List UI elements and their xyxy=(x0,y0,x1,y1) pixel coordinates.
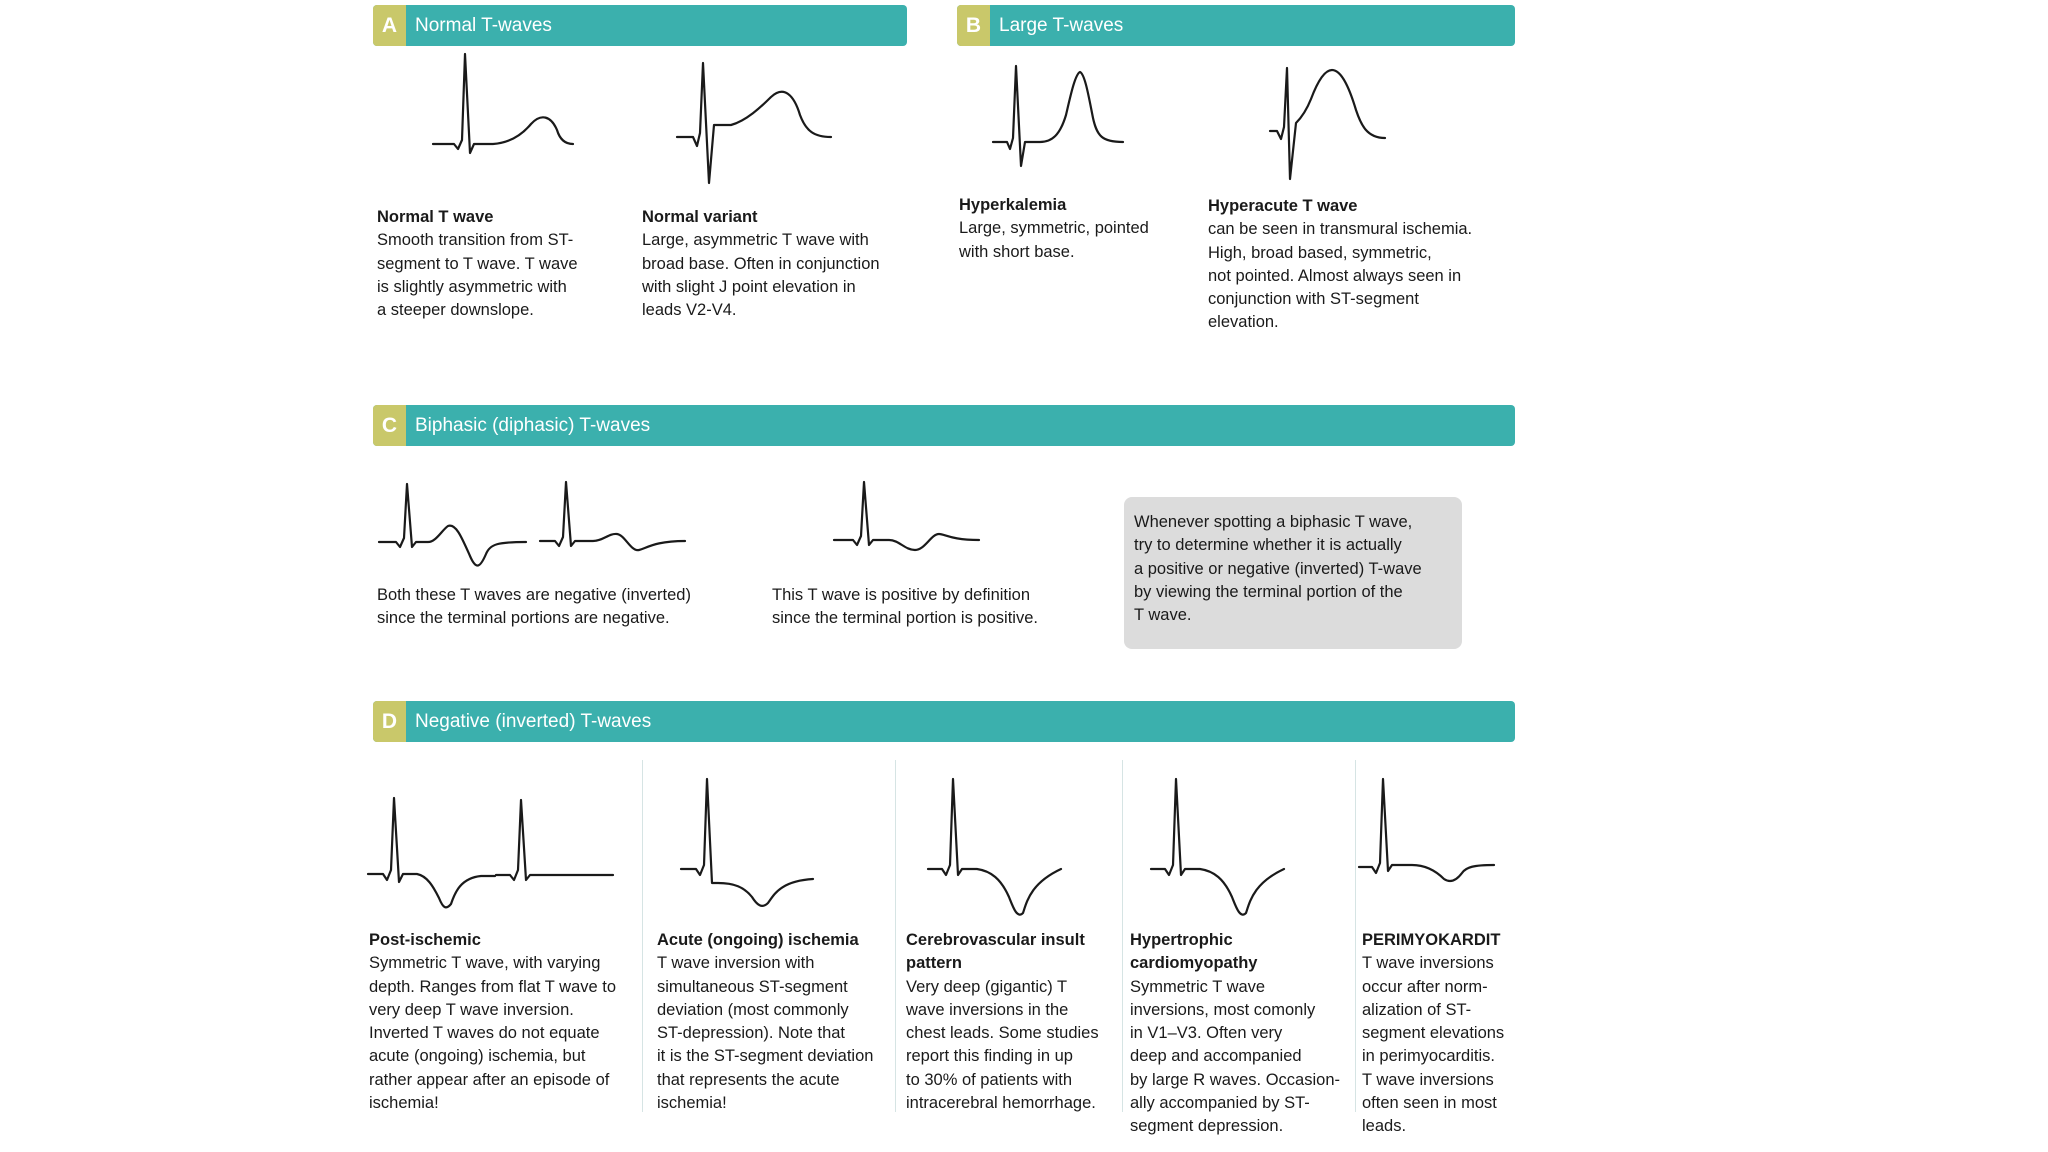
normal-variant-text xyxy=(642,206,880,322)
hyperacute-text xyxy=(1208,195,1472,335)
acute-ischemia-text xyxy=(657,929,873,1115)
normal-variant-trace xyxy=(676,55,836,190)
perimyokardit-description: T wave inversions occur after norm- alization of ST- segment elevations in perimyocarditis. T wave inversions often seen in most leads. xyxy=(1362,954,1505,1136)
hypertrophic-title: Hypertrophic cardiomyopathy xyxy=(1130,931,1258,973)
perimyokardit-trace xyxy=(1356,775,1501,895)
section-d-divider-1 xyxy=(642,760,643,1112)
biphasic-positive-description: This T wave is positive by definition since the terminal portion is positive. xyxy=(772,586,1038,628)
hyperkalemia-text xyxy=(959,194,1149,264)
section-a-letter: A xyxy=(373,5,406,46)
hyperacute-title: Hyperacute T wave xyxy=(1208,197,1358,215)
normal-variant-description: Large, asymmetric T wave with broad base. Often in conjunction with slight J point elevation in leads V2-V4. xyxy=(642,231,880,320)
hypertrophic-description: Symmetric T wave inversions, most comonly in V1–V3. Often very deep and accompanied by large R waves. Occasion- ally accompanied by ST- segment depression. xyxy=(1130,977,1340,1136)
normal-variant-title: Normal variant xyxy=(642,208,758,226)
section-a-title: Normal T-waves xyxy=(415,14,552,36)
biphasic-positive-text xyxy=(772,584,1038,631)
section-c-letter: C xyxy=(373,405,406,446)
biphasic-negative-trace-1 xyxy=(376,478,531,573)
acute-ischemia-description: T wave inversion with simultaneous ST-segment deviation (most commonly ST-depression). Note that it is the ST-segment deviation that represents the acute ischemia! xyxy=(657,954,874,1113)
hypertrophic-text xyxy=(1130,929,1340,1139)
hyperacute-description: can be seen in transmural ischemia. High, broad based, symmetric, not pointed. Almost always seen in conjunction with ST-segment elevation. xyxy=(1208,220,1473,332)
hyperkalemia-description: Large, symmetric, pointed with short base. xyxy=(959,219,1149,261)
cerebrovascular-trace xyxy=(925,775,1075,925)
post-ischemic-description: Symmetric T wave, with varying depth. Ranges from flat T wave to very deep T wave inversion. Inverted T waves do not equate acute (ongoing) ischemia, but rather appear after an episode of ischemia! xyxy=(369,954,617,1113)
section-b-letter: B xyxy=(957,5,990,46)
section-d-title: Negative (inverted) T-waves xyxy=(415,710,652,732)
biphasic-negative-description: Both these T waves are negative (inverted) since the terminal portions are negative. xyxy=(377,586,691,628)
section-c-title: Biphasic (diphasic) T-waves xyxy=(415,414,651,436)
hyperacute-trace xyxy=(1267,65,1392,185)
section-b-header xyxy=(957,5,1515,46)
biphasic-negative-text xyxy=(377,584,691,631)
section-a-header xyxy=(373,5,907,46)
acute-ischemia-trace xyxy=(678,775,823,915)
cerebrovascular-title: Cerebrovascular insult pattern xyxy=(906,931,1085,973)
section-c-header xyxy=(373,405,1515,446)
section-b-title: Large T-waves xyxy=(999,14,1124,36)
perimyokardit-title: PERIMYOKARDIT xyxy=(1362,931,1501,949)
section-d-divider-3 xyxy=(1122,760,1123,1112)
perimyokardit-text xyxy=(1362,929,1504,1139)
biphasic-note-box: Whenever spotting a biphasic T wave, try to determine whether it is actually a positive or negative (inverted) T-wave by viewing the terminal portion of the T wave. xyxy=(1124,497,1462,649)
section-d-header xyxy=(373,701,1515,742)
normal-t-wave-trace xyxy=(430,50,580,160)
post-ischemic-trace-1 xyxy=(365,790,500,915)
post-ischemic-trace-2 xyxy=(493,790,618,890)
cerebrovascular-text xyxy=(906,929,1099,1115)
post-ischemic-title: Post-ischemic xyxy=(369,931,481,949)
biphasic-negative-trace-2 xyxy=(537,478,692,558)
normal-t-wave-title: Normal T wave xyxy=(377,208,494,226)
section-d-divider-2 xyxy=(895,760,896,1112)
hypertrophic-trace xyxy=(1148,775,1298,925)
section-d-letter: D xyxy=(373,701,406,742)
hyperkalemia-title: Hyperkalemia xyxy=(959,196,1067,214)
biphasic-positive-trace xyxy=(831,478,986,558)
normal-t-wave-description: Smooth transition from ST- segment to T wave. T wave is slightly asymmetric with a steeper downslope. xyxy=(377,231,578,320)
normal-t-wave-text xyxy=(377,206,578,322)
cerebrovascular-description: Very deep (gigantic) T wave inversions in the chest leads. Some studies report this finding in up to 30% of patients with intracerebral hemorrhage. xyxy=(906,977,1099,1113)
post-ischemic-text xyxy=(369,929,616,1115)
acute-ischemia-title: Acute (ongoing) ischemia xyxy=(657,931,859,949)
hyperkalemia-trace xyxy=(990,60,1130,170)
